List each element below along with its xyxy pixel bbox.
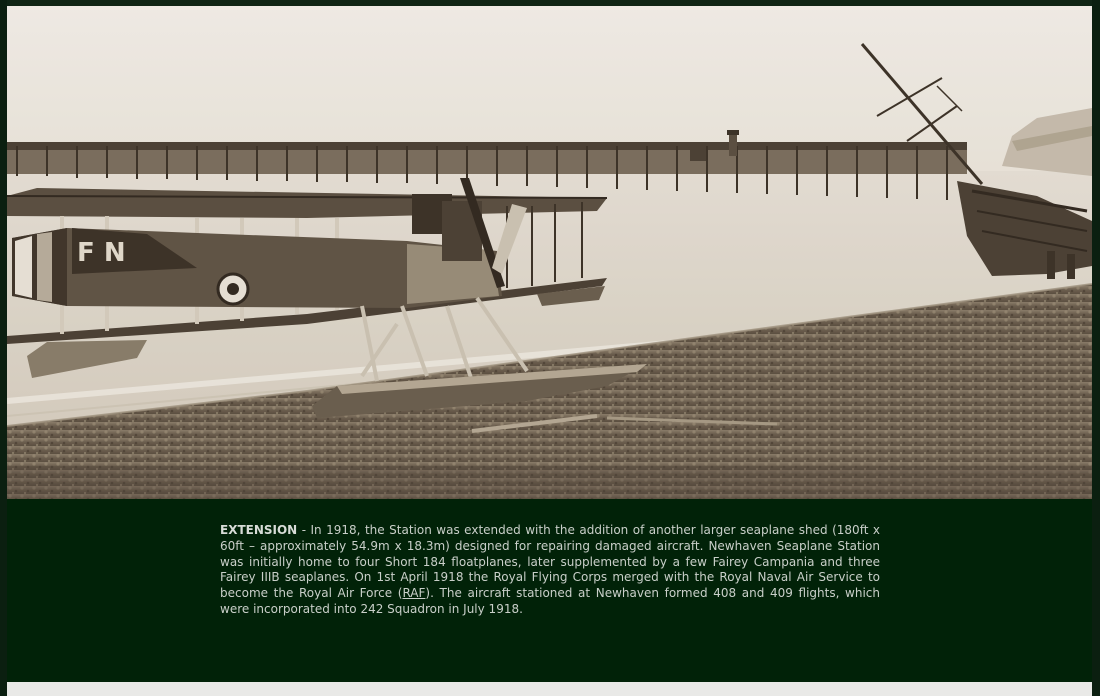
historic-seaplane-photo: [7, 6, 1092, 499]
caption-heading: EXTENSION: [220, 523, 298, 537]
caption-body-start: - In 1918, the Station was extended with the addition of another larger seaplane shed (180ft x 60ft – approximately 54.9m x 18.3m) designed for repairing damaged aircraft. Newhaven Seaplane Station was initially home to four Short 184 floatplanes, later supplemented by a few Fairey Campania and three Fairey IIIB seaplanes. On 1st April 1918 the Royal Flying Corps merged with the Royal Naval Air Service to become the Royal Air Force (: [220, 523, 880, 601]
caption-panel: [7, 499, 1092, 682]
caption-text: [220, 523, 880, 618]
frame-left-border: [0, 0, 7, 696]
caption-body-end: ). The aircraft stationed at Newhaven formed 408 and 409 flights, which were incorporated into 242 Squadron in July 1918.: [220, 586, 880, 616]
aircraft-marking-letter: F N: [77, 238, 126, 268]
frame-right-border: [1092, 0, 1100, 696]
raf-link[interactable]: RAF: [402, 586, 426, 601]
bottom-strip: [7, 682, 1092, 696]
